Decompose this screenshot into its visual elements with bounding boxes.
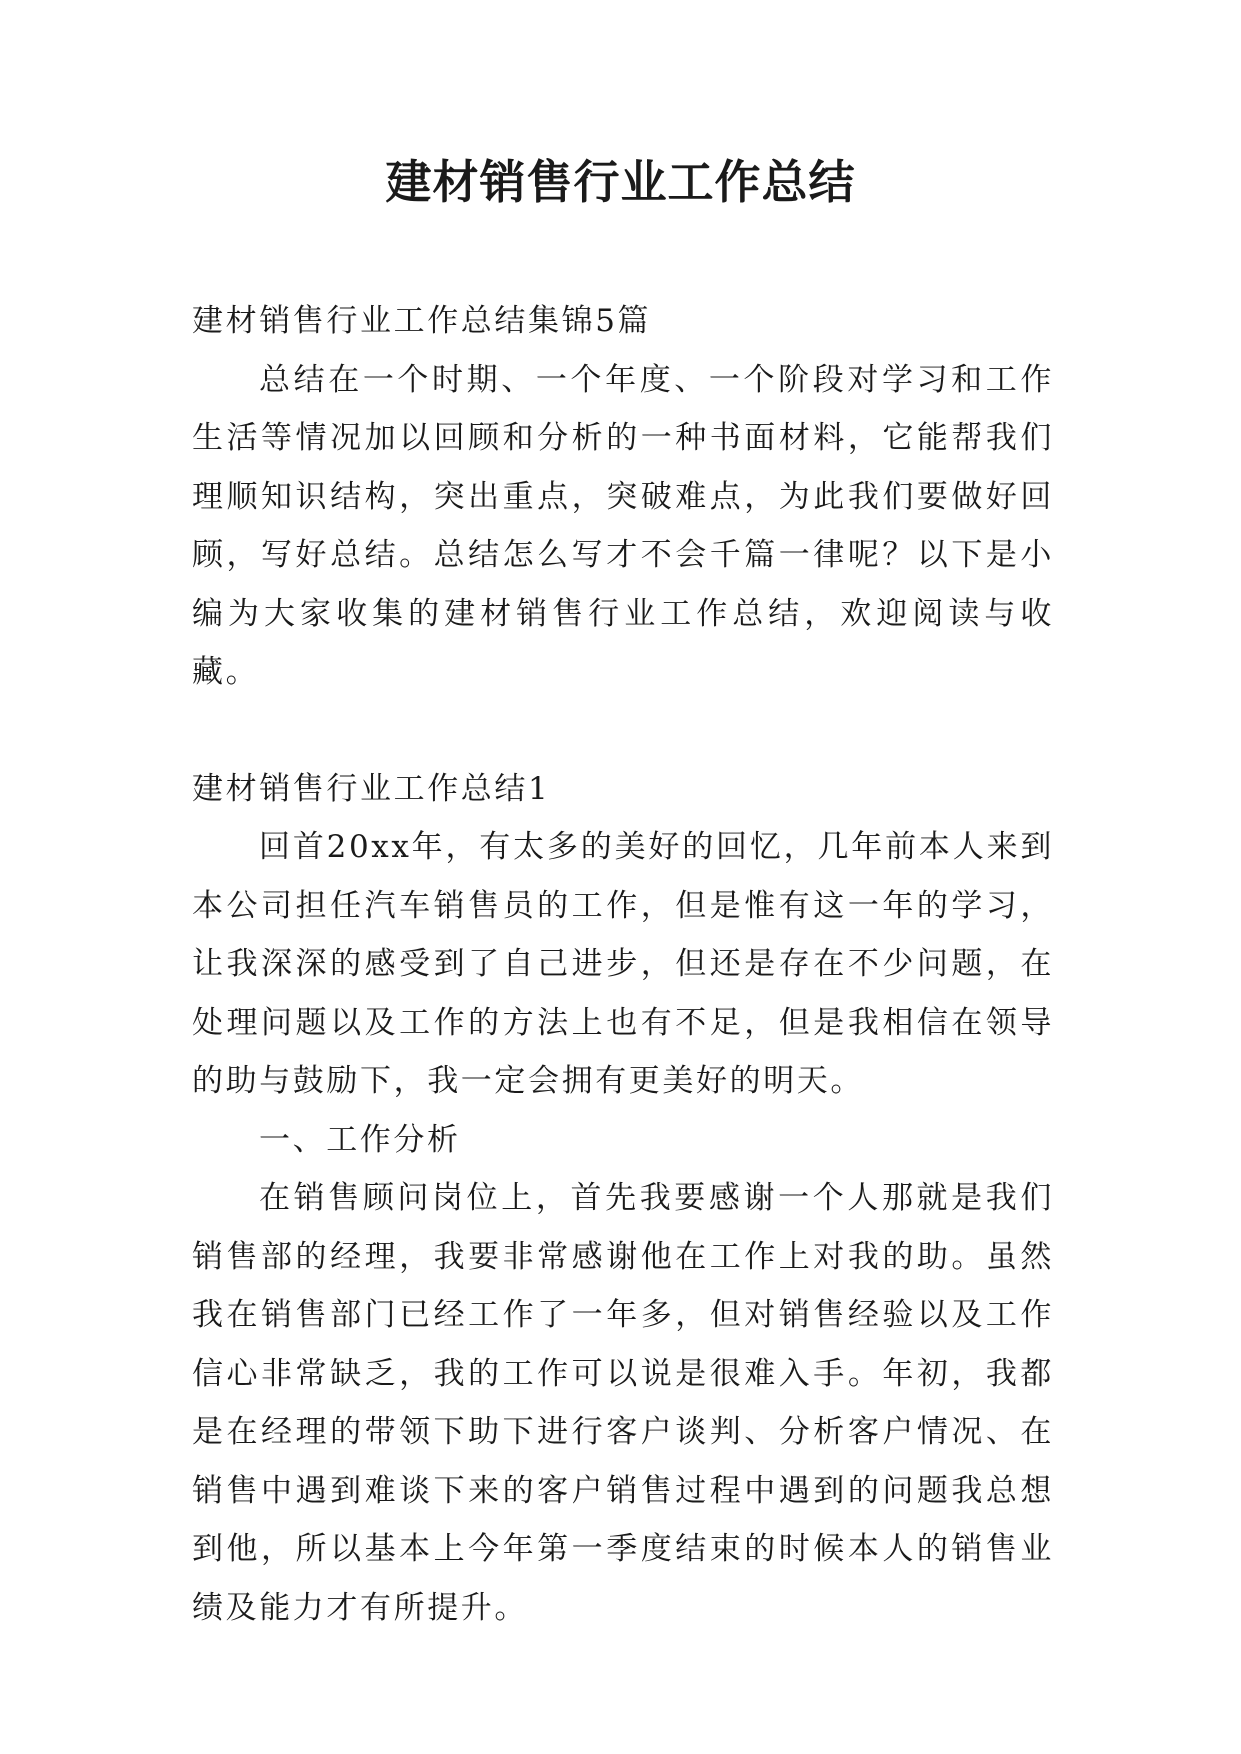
document-title: 建材销售行业工作总结 [385, 155, 856, 209]
body-paragraph: 回首20xx年，有太多的美好的回忆，几年前本人来到本公司担任汽车销售员的工作，但是惟有这一年的学习，让我深深的感受到了自己进步，但还是存在不少问题，在处理问题以及工作的方法上也有不足，但是我相信在领导的助与鼓励下，我一定会拥有更美好的明天。 [192, 829, 1054, 1099]
collection-heading: 建材销售行业工作总结集锦5篇 [192, 303, 652, 339]
intro-paragraph: 总结在一个时期、一个年度、一个阶段对学习和工作生活等情况加以回顾和分析的一种书面材料，它能帮我们理顺知识结构，突出重点，突破难点，为此我们要做好回顾，写好总结。总结怎么写才不会千篇一律呢？以下是小编为大家收集的建材销售行业工作总结，欢迎阅读与收藏。 [192, 361, 1054, 690]
section-heading: 一、工作分析 [259, 1121, 461, 1158]
article-heading: 建材销售行业工作总结1 [192, 770, 551, 807]
paragraph-spacer [192, 702, 1054, 760]
document-body [192, 292, 1054, 1637]
body-paragraph: 在销售顾问岗位上，首先我要感谢一个人那就是我们销售部的经理，我要非常感谢他在工作上对我的助。虽然我在销售部门已经工作了一年多，但对销售经验以及工作信心非常缺乏，我的工作可以说是很难入手。年初，我都是在经理的带领下助下进行客户谈判、分析客户情况、在销售中遇到难谈下来的客户销售过程中遇到的问题我总想到他，所以基本上今年第一季度结束的时候本人的销售业绩及能力才有所提升。 [192, 1180, 1054, 1626]
